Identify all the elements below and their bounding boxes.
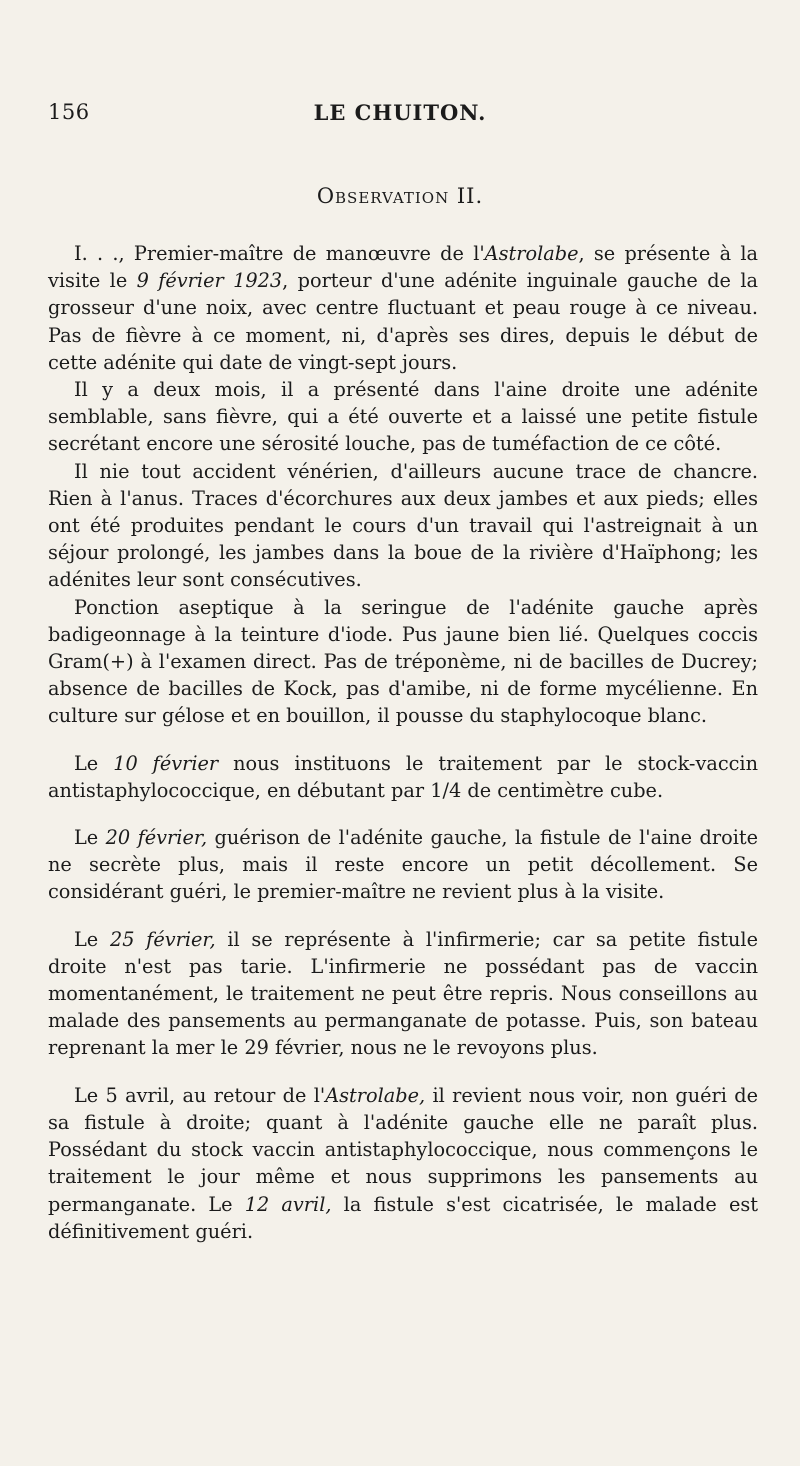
text-run: , porteur d'une adénite inguinale gauche de la grosseur d'une noix, avec centre fluctuant et peau rouge à ce niveau. Pas de fièvre à ce moment, ni, d'après ses dires, depuis le début de cette adénite qui date de vingt-sept jours. [48, 269, 758, 374]
text-run: guérison de l'adénite gauche, la fistule de l'aine droite ne secrète plus, mais il reste encore un petit décollement. Se considérant guéri, le premier-maître ne revient plus à la visite. [48, 826, 759, 904]
text-run: nous instituons le traitement par le stock-vaccin antistaphylococcique, en débutant par 1/4 de centimètre cube. [48, 751, 759, 802]
text-run: Il nie tout accident vénérien, d'ailleurs aucune trace de chancre. Rien à l'anus. Traces d'écorchures aux deux jambes et aux pieds; elles ont été produites pendant le cours d'un travail qui l'astreignait à un séjour prolongé, les jambes dans la boue de la rivière d'Haïphong; les adénites leur sont consécutives. [48, 459, 758, 592]
text-run: Le [74, 751, 114, 775]
italic-run: Astrolabe, [325, 1083, 426, 1107]
paragraph [48, 240, 758, 376]
text-run: il revient nous voir, non guéri de sa fistule à droite; quant à l'adénite gauche elle ne paraît plus. Possédant du stock vaccin antistaphylococcique, nous commençons le traitement le jour même et nous supprimons les pansements au permanganate. Le [48, 1083, 758, 1216]
text-run: , se présente à la visite le [48, 242, 758, 293]
running-title: LE CHUITON. [313, 100, 487, 125]
text-run: Il y a deux mois, il a présenté dans l'aine droite une adénite semblable, sans fièvre, qui a été ouverte et a laissé une petite fistule secrétant encore une sérosité louche, pas de tuméfaction de ce côté. [48, 378, 758, 456]
paragraph [48, 750, 758, 804]
paragraph [48, 926, 758, 1062]
italic-run: 9 février 1923 [136, 269, 283, 293]
text-run: il se représente à l'infirmerie; car sa petite fistule droite n'est pas tarie. L'infirmerie ne possédant pas de vaccin momentanément, le traitement ne peut être repris. Nous conseillons au malade des pansements au permanganate de potasse. Puis, son bateau reprenant la mer le 29 février, nous ne le revoyons plus. [48, 927, 759, 1060]
italic-run: 20 février, [105, 826, 208, 850]
italic-run: 10 février [113, 751, 219, 775]
paragraph [48, 594, 758, 730]
text-run: Ponction aseptique à la seringue de l'adénite gauche après badigeonnage à la teinture d'iode. Pus jaune bien lié. Quelques coccis Gram(+) à l'examen direct. Pas de tréponème, ni de bacilles de Ducrey; absence de bacilles de Kock, pas d'amibe, ni de forme mycélienne. En culture sur gélose et en bouillon, il pousse du staphylocoque blanc. [48, 595, 758, 728]
page-number: 156 [48, 100, 90, 124]
observation-title: Observation II. [316, 184, 484, 208]
italic-run: Astrolabe [484, 242, 579, 265]
paragraph [48, 1082, 758, 1245]
text-run: Le [74, 826, 106, 850]
page-header [48, 100, 752, 132]
observation-body [48, 240, 758, 1245]
italic-run: 12 avril, [244, 1192, 332, 1216]
italic-run: 25 février, [109, 927, 216, 951]
paragraph [48, 376, 758, 458]
paragraph [48, 824, 758, 906]
text-run: la fistule s'est cicatrisée, le malade est définitivement guéri. [48, 1192, 759, 1243]
text-run: Le [74, 927, 110, 951]
paragraph [48, 458, 758, 594]
text-run: I. . ., Premier-maître de manœuvre de l' [74, 242, 485, 265]
text-run: Le 5 avril, au retour de l' [74, 1083, 326, 1107]
